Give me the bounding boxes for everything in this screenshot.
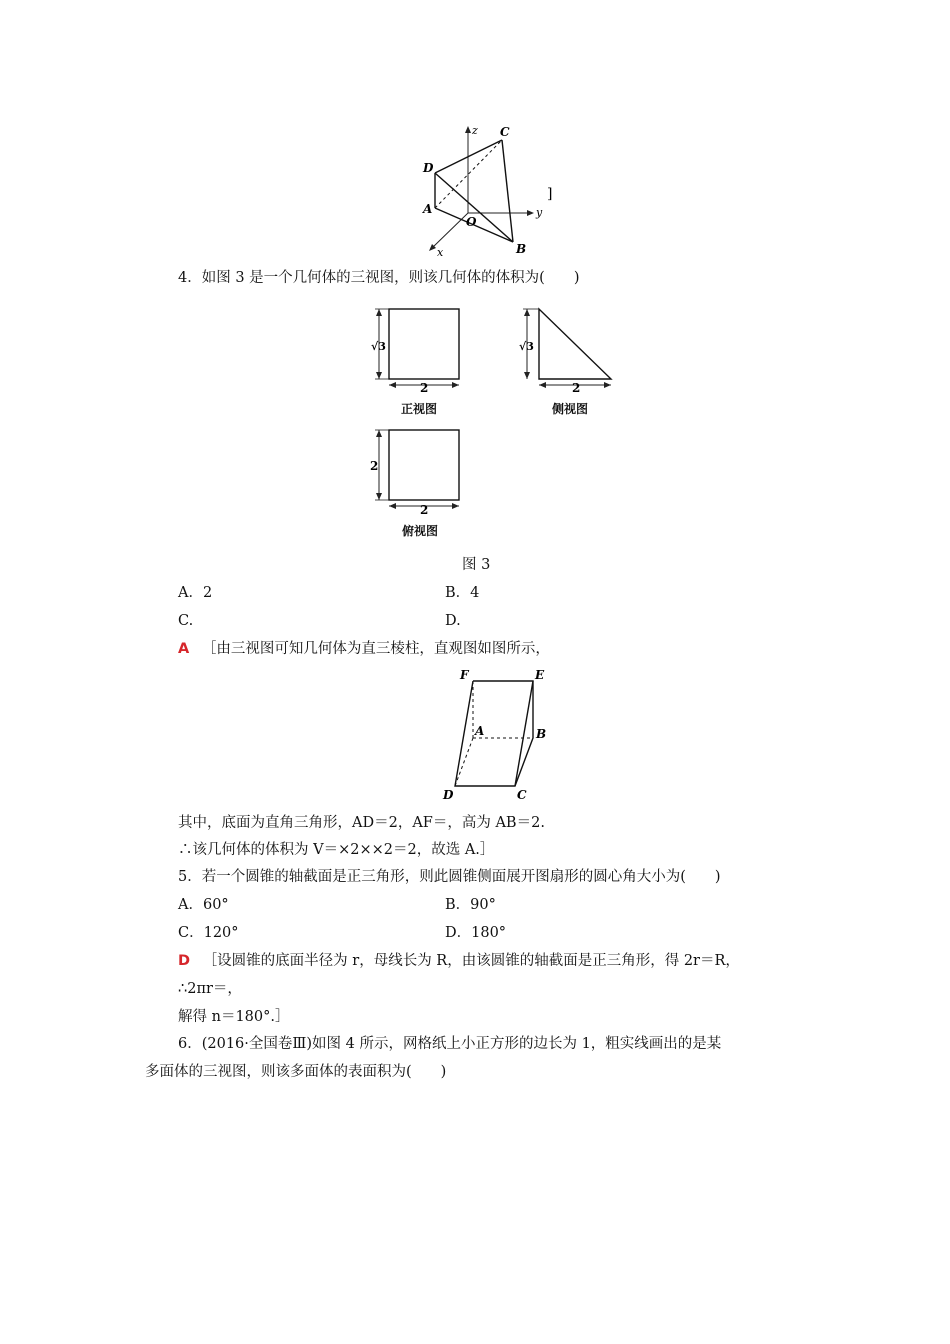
prism-label-B: B: [536, 727, 547, 741]
front-view-caption: 正视图: [401, 402, 438, 416]
top-view: [365, 422, 475, 522]
top-view-caption: 俯视图: [402, 524, 439, 538]
front-view: [365, 300, 475, 415]
q4-explain-3: ∴该几何体的体积为 V＝×2××2＝2，故选 A.］: [178, 842, 495, 858]
side-width-label: 2: [572, 381, 581, 395]
q6-line-2: 多面体的三视图，则该多面体的表面积为( ): [145, 1064, 447, 1080]
prism-label-C: C: [517, 788, 527, 802]
q4-stem: 4．如图 3 是一个几何体的三视图，则该几何体的体积为( ): [178, 270, 580, 286]
q5-explain-2: ∴2πr＝，: [178, 981, 242, 997]
q5-option-b: B．90°: [445, 897, 496, 913]
figure-3-caption: 图 3: [462, 557, 491, 573]
q4-option-c: C.: [178, 613, 194, 629]
side-view-caption: 侧视图: [552, 402, 589, 416]
label-D: D: [423, 161, 434, 175]
q5-option-a: A．60°: [178, 897, 229, 913]
top-height-label: 2: [370, 459, 379, 473]
q5-explain-3: 解得 n＝180°.］: [178, 1009, 290, 1025]
q4-answer-letter: A: [178, 641, 190, 657]
q5-answer-letter: D: [178, 953, 191, 969]
side-height-label: √3: [519, 340, 534, 353]
q5-explain-1: ［设圆锥的底面半径为 r，母线长为 R，由该圆锥的轴截面是正三角形，得 2r＝R，: [202, 953, 740, 969]
label-B: B: [516, 242, 527, 256]
tetrahedron-figure: [410, 120, 560, 260]
prism-label-D: D: [443, 788, 454, 802]
q4-option-d: D.: [445, 613, 461, 629]
q4-option-b: B．4: [445, 585, 480, 601]
label-C: C: [500, 125, 510, 139]
top-width-label: 2: [420, 503, 429, 517]
q4-option-a: A．2: [178, 585, 213, 601]
prism-label-F: F: [460, 668, 469, 682]
label-O: O: [466, 215, 477, 229]
q5-option-d: D．180°: [445, 925, 507, 941]
q4-explain-2: 其中，底面为直角三角形，AD＝2，AF＝，高为 AB＝2.: [178, 815, 545, 831]
q5-option-c: C．120°: [178, 925, 239, 941]
prism-figure: [440, 665, 555, 805]
q5-stem: 5．若一个圆锥的轴截面是正三角形，则此圆锥侧面展开图扇形的圆心角大小为( ): [178, 869, 721, 885]
label-z: z: [472, 124, 478, 137]
side-view: [510, 300, 620, 415]
label-A: A: [423, 202, 433, 216]
q5-answer-line: [178, 951, 740, 971]
q4-answer-line: [178, 639, 550, 659]
front-height-label: √3: [371, 340, 386, 353]
front-width-label: 2: [420, 381, 429, 395]
stray-bracket: ]: [547, 186, 553, 202]
q6-line-1: 6．(2016·全国卷Ⅲ)如图 4 所示，网格纸上小正方形的边长为 1，粗实线画出的是某: [178, 1036, 722, 1052]
label-y: y: [536, 206, 543, 219]
q4-explain-1: ［由三视图可知几何体为直三棱柱，直观图如图所示，: [201, 641, 550, 657]
prism-label-E: E: [535, 668, 545, 682]
prism-label-A: A: [475, 724, 485, 738]
label-x: x: [437, 246, 444, 259]
